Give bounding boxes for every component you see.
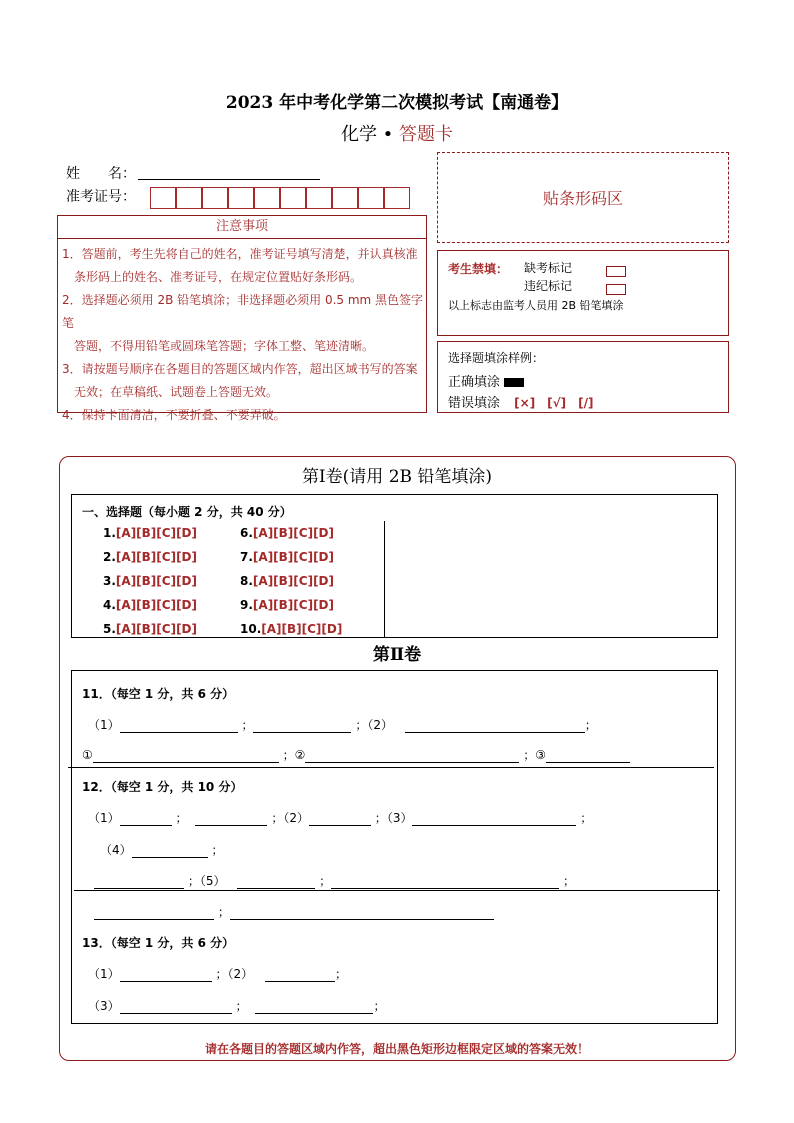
- q13-row2: （3） ； ；: [88, 999, 386, 1013]
- forbidden-box: [437, 250, 729, 336]
- q12-row4: ；: [94, 903, 494, 920]
- id-box[interactable]: [384, 187, 410, 209]
- answer-blank[interactable]: [405, 718, 585, 733]
- notice-line: 2．选择题必须用 2B 铅笔填涂；非选择题必须用 0.5 mm 黑色签字笔: [62, 293, 424, 330]
- forbidden-label: 考生禁填：: [448, 262, 509, 276]
- answer-blank[interactable]: [305, 748, 519, 763]
- part2-title: 第Ⅱ卷: [372, 645, 422, 665]
- answer-blank[interactable]: [230, 905, 494, 920]
- divider: [384, 521, 385, 637]
- barcode-label: 贴条形码区: [542, 189, 623, 208]
- absent-label: 缺考标记: [524, 261, 573, 275]
- answer-blank[interactable]: [120, 967, 212, 982]
- notice-line: 4．保持卡面清洁，不要折叠、不要弄破。: [62, 408, 286, 422]
- section-divider: [74, 890, 720, 891]
- q12-row3: ；（5） ； ；: [94, 872, 575, 889]
- violation-label: 违纪标记: [524, 279, 573, 293]
- choice-q5[interactable]: 5.[A][B][C][D]: [103, 622, 197, 636]
- answer-blank[interactable]: [120, 811, 172, 826]
- absent-mark[interactable]: [606, 261, 626, 280]
- correct-fill-sample: [504, 378, 524, 387]
- q12-row1: （1） ； ；（2） ；（3） ；: [88, 811, 593, 825]
- id-box[interactable]: [306, 187, 332, 209]
- answer-blank[interactable]: [94, 874, 184, 889]
- fill-sample-box: [437, 341, 729, 413]
- answer-blank[interactable]: [412, 811, 576, 826]
- notice-heading: 注意事项: [58, 216, 426, 239]
- id-box[interactable]: [176, 187, 202, 209]
- choice-section-title: 一、选择题（每小题 2 分，共 40 分）: [82, 505, 292, 519]
- answer-blank[interactable]: [120, 718, 238, 733]
- answer-blank[interactable]: [253, 718, 351, 733]
- answer-blank[interactable]: [265, 967, 335, 982]
- id-box[interactable]: [254, 187, 280, 209]
- id-label: 准考证号：: [66, 189, 136, 205]
- choice-q3[interactable]: 3.[A][B][C][D]: [103, 574, 197, 588]
- barcode-area: [437, 152, 729, 243]
- section-divider: [68, 767, 714, 768]
- choice-q2[interactable]: 2.[A][B][C][D]: [103, 550, 197, 564]
- choice-q4[interactable]: 4.[A][B][C][D]: [103, 598, 197, 612]
- wrong-fill-label: 错误填涂: [448, 396, 501, 411]
- q11-row1: （1） ； ；（2） ；: [88, 718, 597, 732]
- q11-heading: 11．（每空 1 分，共 6 分）: [82, 687, 235, 701]
- part1-title: 第Ⅰ卷(请用 2B 铅笔填涂): [301, 467, 493, 487]
- q13-heading: 13．（每空 1 分，共 6 分）: [82, 936, 235, 950]
- choice-q10[interactable]: 10.[A][B][C][D]: [240, 622, 343, 636]
- answer-blank[interactable]: [546, 748, 630, 763]
- answer-blank[interactable]: [331, 874, 559, 889]
- notice-line: 条形码上的姓名、准考证号，在规定位置贴好条形码。: [62, 270, 363, 284]
- violation-mark[interactable]: [606, 279, 626, 298]
- id-box[interactable]: [150, 187, 176, 209]
- fill-sample-heading: 选择题填涂样例：: [448, 351, 545, 365]
- page-title: 2023 年中考化学第二次模拟考试【南通卷】: [225, 93, 569, 113]
- id-box[interactable]: [332, 187, 358, 209]
- subtitle-answer-card: 答题卡: [399, 124, 454, 145]
- q13-row1: （1） ；（2） ；: [88, 967, 347, 981]
- wrong-fill-row: [448, 392, 594, 411]
- page-subtitle: [0, 120, 794, 146]
- q12-heading: 12．（每空 1 分，共 10 分）: [82, 780, 243, 794]
- notice-line: 答题，不得用铅笔或圆珠笔答题；字体工整、笔迹清晰。: [62, 339, 375, 353]
- notice-line: 无效；在草稿纸、试题卷上答题无效。: [62, 385, 279, 399]
- q12-row2: （4） ；: [100, 843, 224, 857]
- answer-blank[interactable]: [195, 811, 267, 826]
- name-label: 姓 名：: [66, 166, 136, 182]
- answer-blank[interactable]: [93, 748, 279, 763]
- subtitle-subject: 化学 •: [340, 124, 394, 145]
- id-box[interactable]: [228, 187, 254, 209]
- notice-line: 1．答题前，考生先将自己的姓名，准考证号填写清楚，并认真核准: [62, 247, 418, 261]
- wrong-fill-marks: [×] [√] [/]: [514, 396, 594, 410]
- answer-blank[interactable]: [255, 999, 373, 1014]
- choice-q7[interactable]: 7.[A][B][C][D]: [240, 550, 334, 564]
- notice-box: [57, 215, 427, 422]
- choice-q6[interactable]: 6.[A][B][C][D]: [240, 526, 334, 540]
- id-box[interactable]: [202, 187, 228, 209]
- id-box[interactable]: [358, 187, 384, 209]
- name-field[interactable]: [138, 179, 320, 180]
- notice-line: 3．请按题号顺序在各题目的答题区域内作答，超出区域书写的答案: [62, 362, 418, 376]
- answer-blank[interactable]: [309, 811, 371, 826]
- part1-box: [71, 494, 718, 638]
- answer-blank[interactable]: [120, 999, 232, 1014]
- choice-q1[interactable]: 1.[A][B][C][D]: [103, 526, 197, 540]
- correct-fill-label: 正确填涂: [448, 375, 501, 390]
- footer-warning: 请在各题目的答题区域内作答，超出黑色矩形边框限定区域的答案无效！: [204, 1042, 589, 1056]
- answer-blank[interactable]: [94, 905, 214, 920]
- q11-row2: ① ；② ；③: [82, 746, 630, 763]
- choice-q8[interactable]: 8.[A][B][C][D]: [240, 574, 334, 588]
- answer-blank[interactable]: [132, 843, 208, 858]
- choice-q9[interactable]: 9.[A][B][C][D]: [240, 598, 334, 612]
- forbidden-note: 以上标志由监考人员用 2B 铅笔填涂: [448, 299, 624, 312]
- correct-fill-row: [448, 371, 524, 390]
- answer-blank[interactable]: [237, 874, 315, 889]
- id-box[interactable]: [280, 187, 306, 209]
